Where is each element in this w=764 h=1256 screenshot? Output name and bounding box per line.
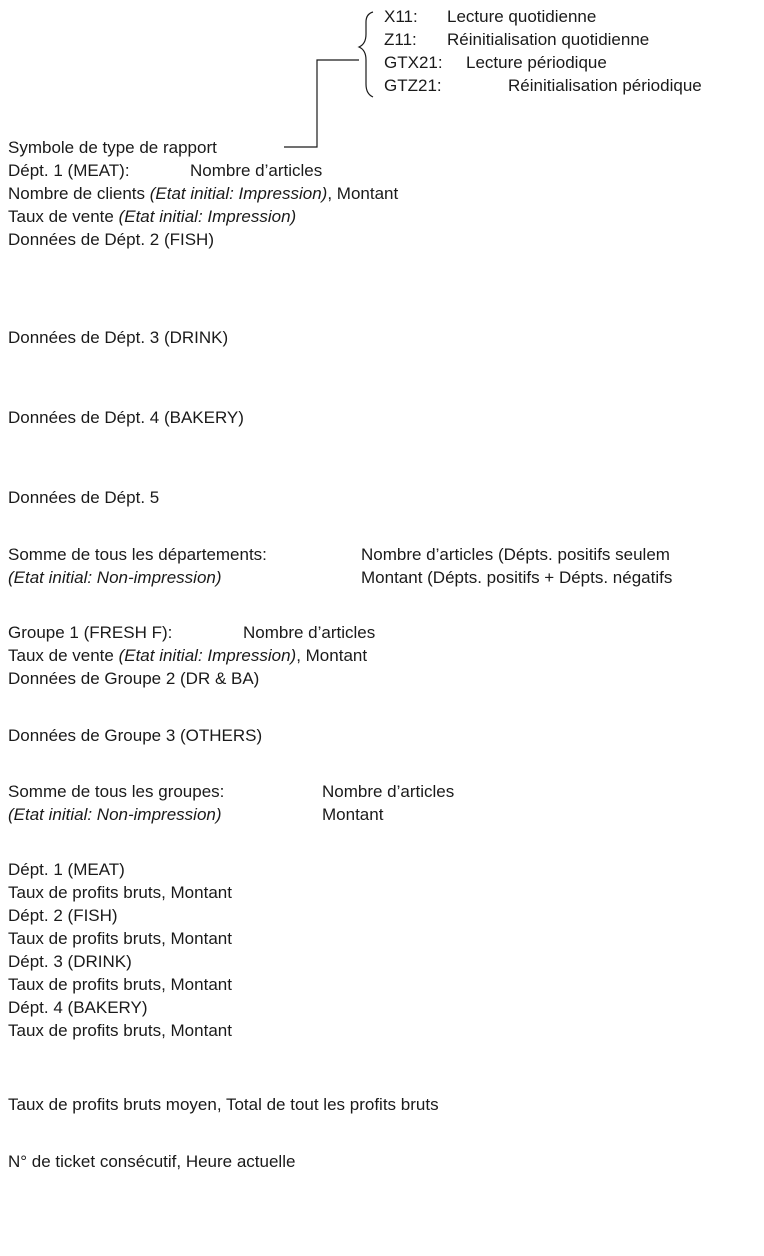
- group1-line: [8, 623, 376, 643]
- clients-line: [8, 184, 398, 204]
- group-data-line: Données de Groupe 2 (DR & BA): [8, 669, 260, 688]
- profit-line: Dépt. 3 (DRINK): [8, 952, 132, 971]
- report-type-code: X11:: [384, 7, 418, 26]
- clients-pre: Nombre de clients: [8, 184, 150, 203]
- dept1-line: [8, 161, 323, 181]
- dept-sum-count: Nombre d’articles (Dépts. positifs seulem: [361, 545, 670, 564]
- dept-sum-amount: Montant (Dépts. positifs + Dépts. négatifs: [361, 568, 673, 587]
- report-type-desc: Lecture quotidienne: [447, 7, 597, 26]
- group-rate-state: (Etat initial: Impression): [118, 646, 297, 665]
- group-rate-pre: Taux de vente: [8, 646, 119, 665]
- report-type-desc: Réinitialisation quotidienne: [447, 30, 650, 49]
- report-type-item: [384, 30, 650, 50]
- group1-value: Nombre d’articles: [243, 623, 376, 642]
- profit-line: Taux de profits bruts, Montant: [8, 975, 232, 994]
- avg-profit-line: Taux de profits bruts moyen, Total de tout les profits bruts: [8, 1095, 439, 1114]
- sale-rate-state: (Etat initial: Impression): [118, 207, 297, 226]
- report-type-code: GTX21:: [384, 53, 443, 72]
- sale-rate-line: [8, 207, 296, 227]
- group1-label: Groupe 1 (FRESH F):: [8, 623, 173, 642]
- report-type-item: [384, 53, 607, 73]
- profit-line: Taux de profits bruts, Montant: [8, 929, 232, 948]
- report-type-item: [384, 7, 597, 27]
- dept-data-line: Données de Dépt. 3 (DRINK): [8, 328, 229, 347]
- dept-data-line: Données de Dépt. 5: [8, 488, 160, 507]
- dept-data-line: Données de Dépt. 2 (FISH): [8, 230, 214, 249]
- group-sum-state: (Etat initial: Non-impression): [8, 805, 222, 824]
- report-type-item: [384, 76, 702, 96]
- group-sum-label: Somme de tous les groupes:: [8, 782, 225, 801]
- profit-line: Taux de profits bruts, Montant: [8, 1021, 232, 1040]
- clients-post: , Montant: [327, 184, 399, 203]
- report-type-desc: Réinitialisation périodique: [508, 76, 702, 95]
- dept1-value: Nombre d’articles: [190, 161, 323, 180]
- group-rate-line: [8, 646, 367, 666]
- group-rate-post: , Montant: [296, 646, 368, 665]
- symbol-label: Symbole de type de rapport: [8, 138, 217, 157]
- profit-line: Taux de profits bruts, Montant: [8, 883, 232, 902]
- profit-line: Dépt. 2 (FISH): [8, 906, 118, 925]
- report-type-code: Z11:: [384, 30, 417, 49]
- dept1-label: Dépt. 1 (MEAT):: [8, 161, 130, 180]
- dept-sum-label: Somme de tous les départements:: [8, 545, 267, 564]
- group-sum-amount: Montant: [322, 805, 384, 824]
- dept-data-line: Données de Dépt. 4 (BAKERY): [8, 408, 244, 427]
- clients-state: (Etat initial: Impression): [149, 184, 328, 203]
- report-type-code: GTZ21:: [384, 76, 442, 95]
- ticket-line: N° de ticket consécutif, Heure actuelle: [8, 1152, 296, 1171]
- dept-sum-state: (Etat initial: Non-impression): [8, 568, 222, 587]
- profit-line: Dépt. 4 (BAKERY): [8, 998, 148, 1017]
- group-data-line: Données de Groupe 3 (OTHERS): [8, 726, 263, 745]
- report-type-desc: Lecture périodique: [466, 53, 607, 72]
- sale-rate-pre: Taux de vente: [8, 207, 119, 226]
- group-sum-count: Nombre d’articles: [322, 782, 455, 801]
- profit-line: Dépt. 1 (MEAT): [8, 860, 125, 879]
